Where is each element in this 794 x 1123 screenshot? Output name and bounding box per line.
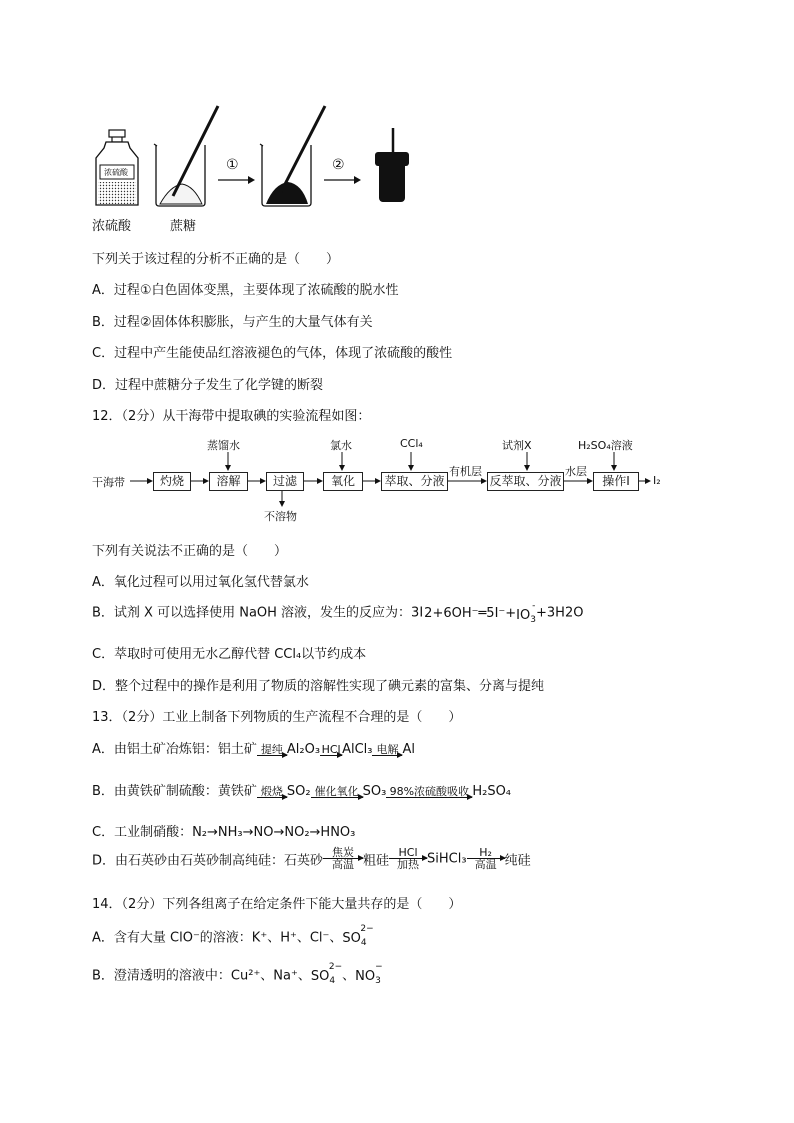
flow-box-operation: 操作Ⅰ <box>593 472 639 491</box>
caption-sugar: 蔗糖 <box>170 219 197 234</box>
q11-option-d[interactable]: D．过程中蔗糖分子发生了化学键的断裂 <box>92 378 324 393</box>
flow-add-h2so4: H₂SO₄溶液 <box>578 439 633 452</box>
flow-add-x: 试剂X <box>502 439 532 452</box>
q12-option-d[interactable]: D．整个过程中的操作是利用了物质的溶解性实现了碘元素的富集、分离与提纯 <box>92 679 545 694</box>
q13-b-cond-3: 98%浓硫酸吸收 <box>389 785 470 798</box>
experiment-drawing <box>90 100 430 235</box>
flow-box-filter: 过滤 <box>266 472 304 491</box>
q13-d-product-1: 粗硅 <box>363 853 390 869</box>
q11-option-b[interactable]: B．过程②固体体积膨胀，与产生的大量气体有关 <box>92 315 373 330</box>
flow-box-extract: 萃取、分液 <box>381 472 448 491</box>
q13-d-cond-3-top: H₂ <box>479 846 492 859</box>
q14-stem: 14．（2分）下列各组离子在给定条件下能大量共存的是（ ） <box>92 897 462 912</box>
q14-b-separator: 、 <box>342 968 356 984</box>
q13-option-c[interactable]: C．工业制硝酸：N₂→NH₃→NO→NO₂→HNO₃ <box>92 825 356 840</box>
q12-b-iodate: - $IO_3$ <box>516 601 536 625</box>
q14-option-a[interactable] <box>92 924 374 948</box>
q12-b-text: B．试剂 X 可以选择使用 NaOH 溶液，发生的反应为：3I <box>92 605 424 621</box>
flow-diagram <box>90 432 680 527</box>
q13-a-product-2: AlCl₃ <box>342 742 373 757</box>
flow-insoluble: 不溶物 <box>264 510 297 523</box>
flow-aqueous-layer: 水层 <box>565 465 587 478</box>
q13-a-product-1: Al₂O₃ <box>286 742 321 757</box>
flow-add-ccl4: CCl₄ <box>400 437 423 450</box>
q13-d-product-3: 纯硅 <box>504 853 531 869</box>
q13-a-cond-2: HCl <box>321 743 341 756</box>
step-2-label: ② <box>332 157 345 173</box>
q13-a-cond-1: 提纯 <box>260 743 283 756</box>
bottle-label: 浓硫酸 <box>104 168 128 177</box>
flow-end: I₂ <box>653 474 661 487</box>
q12-b-eq: 2+6OH⁻═5I⁻+ <box>424 605 517 621</box>
flow-box-burn: 灼烧 <box>153 472 191 491</box>
q13-a-text: A．由铝土矿冶炼铝：铝土矿 <box>92 742 257 757</box>
q12-b-tail2: 2O <box>564 605 584 621</box>
q11-stem: 下列关于该过程的分析不正确的是（ ） <box>92 252 340 267</box>
q13-option-b[interactable] <box>92 780 511 799</box>
q12-option-b[interactable] <box>92 601 583 625</box>
q13-b-product-2: SO₃ <box>362 784 387 799</box>
q13-d-cond-2-bottom: 加热 <box>397 858 420 871</box>
q13-option-d[interactable] <box>92 847 531 871</box>
q13-b-text: B．由黄铁矿制硫酸：黄铁矿 <box>92 784 257 799</box>
q13-d-product-2: SiHCl₃ <box>427 851 467 867</box>
q11-option-a[interactable]: A．过程①白色固体变黑，主要体现了浓硫酸的脱水性 <box>92 283 399 298</box>
q14-a-text: A．含有大量 ClO⁻的溶液：K⁺、H⁺、Cl⁻、 <box>92 930 343 946</box>
experiment-figure <box>90 100 430 235</box>
q13-d-cond-1-bottom: 高温 <box>332 858 355 871</box>
q12-option-c[interactable]: C．萃取时可使用无水乙醇代替 CCl₄以节约成本 <box>92 647 367 662</box>
flow-box-oxidize: 氧化 <box>323 472 363 491</box>
q13-b-cond-1: 煅烧 <box>260 785 283 798</box>
q13-a-product-3: Al <box>402 742 415 757</box>
q11-option-c[interactable]: C．过程中产生能使品红溶液褪色的气体，体现了浓硫酸的酸性 <box>92 346 453 361</box>
q14-b-nitrate: − $NO_3$ <box>355 962 383 986</box>
flow-add-chlorine: 氯水 <box>330 439 352 452</box>
q13-d-text: D．由石英砂由石英砂制高纯硅：石英砂 <box>92 853 324 869</box>
beaker-sugar-icon <box>154 106 218 206</box>
q13-stem: 13．（2分）工业上制备下列物质的生产流程不合理的是（ ） <box>92 710 462 725</box>
q13-d-cond-1-top: 焦炭 <box>332 846 355 859</box>
q13-b-cond-2: 催化氧化 <box>314 785 359 798</box>
q12-b-tail: +3H <box>535 605 565 621</box>
q13-a-cond-3: 电解 <box>376 743 399 756</box>
q13-d-cond-2-top: HCl <box>398 846 418 859</box>
flow-box-dissolve: 溶解 <box>209 472 248 491</box>
expanded-carbon-icon <box>375 128 409 202</box>
q13-option-a[interactable] <box>92 738 415 757</box>
q12-option-a[interactable]: A．氧化过程可以用过氧化氢代替氯水 <box>92 575 309 590</box>
flow-add-water: 蒸馏水 <box>207 439 240 452</box>
flow-start: 干海带 <box>92 476 125 489</box>
q12-stem-2: 下列有关说法不正确的是（ ） <box>92 544 288 559</box>
q13-d-cond-3-bottom: 高温 <box>474 858 497 871</box>
flow-organic-layer: 有机层 <box>449 465 482 478</box>
q13-b-product-1: SO₂ <box>286 784 311 799</box>
q13-b-product-3: H₂SO₄ <box>472 784 512 799</box>
step-1-label: ① <box>226 157 239 173</box>
q14-option-b[interactable] <box>92 962 383 986</box>
caption-acid: 浓硫酸 <box>92 219 132 234</box>
q14-b-sulfate: 2− $SO_4$ <box>310 962 343 986</box>
q14-b-text: B．澄清透明的溶液中：Cu²⁺、Na⁺、 <box>92 968 311 984</box>
q14-a-sulfate: 2− $SO_4$ <box>342 924 374 948</box>
q12-stem: 12．（2分）从干海带中提取碘的实验流程如图： <box>92 409 371 424</box>
beaker-carbon-icon <box>260 106 325 206</box>
flow-box-back-extract: 反萃取、分液 <box>487 472 564 491</box>
